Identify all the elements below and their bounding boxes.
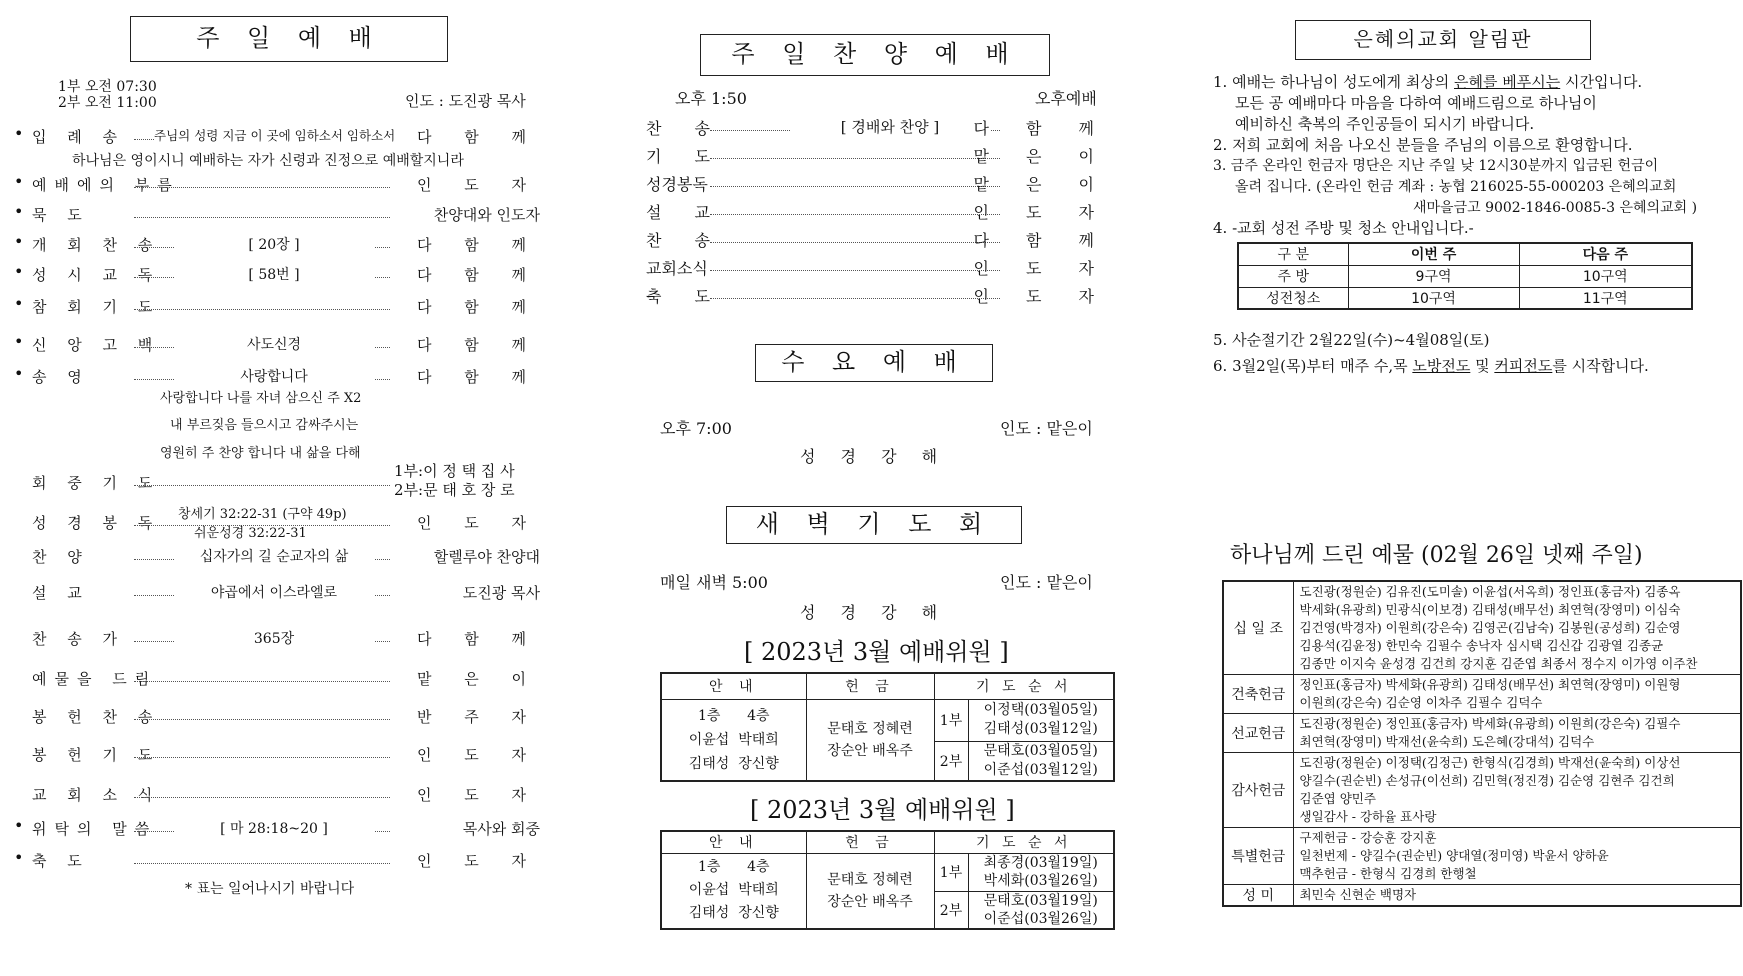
prayer-part-2: 2부:문 태 호 장 로 (394, 481, 515, 499)
sunday-service-column (0, 0, 560, 976)
order-label: 찬 양 (32, 548, 90, 566)
order-detail: 주님의 성령 지금 이 곳에 임하소서 임하소서 (154, 128, 396, 143)
offering-line: 김건영(박경자) 이원희(강은숙) 김영곤(김남숙) 김봉원(공성희) 김순영 (1299, 620, 1681, 635)
leader-dots (710, 242, 1000, 243)
standing-bullet-icon: • (14, 202, 24, 221)
order-row (14, 744, 540, 766)
order-performer: 반 주 자 (416, 708, 540, 726)
offering-names: 문태호 정혜련 (827, 720, 913, 737)
praise-order-label: 설 교 (646, 203, 724, 222)
order-detail: 사도신경 (174, 334, 374, 354)
leader-dots (134, 863, 390, 864)
order-performer: 다 함 께 (416, 128, 540, 146)
order-row (14, 546, 540, 568)
order-row (14, 706, 540, 728)
order-row (14, 126, 540, 148)
standing-bullet-icon: • (14, 294, 24, 313)
order-performer: 인 도 자 (416, 786, 540, 804)
offering-line: 정인표(홍금자) 박세화(유광희) 김태성(배무선) 최연혁(장영미) 이원형 (1299, 677, 1681, 692)
offering-names (1293, 828, 1741, 885)
committee-table-1 (660, 672, 1115, 782)
offering-names: 장순안 배옥주 (827, 893, 913, 910)
offering-category: 십 일 조 (1223, 581, 1293, 675)
guide-cell (661, 699, 806, 781)
cleaning-cell: 11구역 (1519, 287, 1692, 309)
praise-order-row (610, 116, 1110, 140)
prayer-names (968, 699, 1114, 741)
service-time-2: 2부 오전 11:00 (58, 95, 157, 111)
praise-order-performer: 다 함 께 (973, 231, 1110, 250)
notice-underline: 커피전도 (1494, 357, 1553, 375)
offering-line: 일천번제 - 양길수(권순빈) 양대열(정미영) 박윤서 양하윤 (1299, 848, 1609, 863)
notice-2: 2. 저희 교회에 처음 나오신 분들을 주님의 이름으로 환영합니다. (1213, 136, 1633, 154)
offering-names (1293, 581, 1741, 675)
order-label: 송 영 (32, 368, 90, 386)
service-time-1: 1부 오전 07:30 (58, 79, 157, 95)
cleaning-table (1237, 242, 1693, 310)
order-performer: 찬양대와 인도자 (433, 206, 540, 224)
prayer-names (968, 853, 1114, 891)
offering-names (1293, 675, 1741, 714)
sunday-service-title: 주 일 예 배 (130, 16, 448, 62)
order-label: 봉 헌 찬 송 (32, 708, 161, 726)
notice-text: 새마을금고 9002-1846-0085-3 은혜의교회 ) (1413, 200, 1698, 216)
offering-row (1223, 753, 1741, 828)
order-performer: 다 함 께 (416, 368, 540, 386)
standing-bullet-icon: • (14, 232, 24, 251)
offering-category: 특별헌금 (1223, 828, 1293, 885)
notice-text: 1. 예배는 하나님이 성도에게 최상의 (1213, 73, 1455, 91)
offering-line: 구제헌금 - 강승훈 강지훈 (1299, 830, 1437, 845)
order-performer: 목사와 회중 (462, 820, 540, 838)
guide-floor-1: 1층 (697, 859, 721, 876)
offering-category: 건축헌금 (1223, 675, 1293, 714)
praise-order-row (610, 144, 1110, 168)
notice-text: 를 시작합니다. (1552, 357, 1649, 375)
offering-row (1223, 714, 1741, 753)
intro-note: 하나님은 영이시니 예배하는 자가 신령과 진정으로 예배할지니라 (72, 153, 464, 169)
offering-line: 이원희(강은숙) 김순영 이차주 김필수 김덕수 (1299, 695, 1543, 710)
guide-floor-4: 4층 (747, 859, 770, 876)
cleaning-cell: 9구역 (1348, 265, 1519, 287)
wednesday-content: 성 경 강 해 (800, 447, 948, 466)
praise-order-performer: 맡 은 이 (973, 147, 1110, 166)
dawn-content: 성 경 강 해 (800, 603, 948, 622)
offering-row (1223, 581, 1741, 675)
order-row (14, 264, 540, 286)
notice-text: 올려 집니다. (온라인 헌금 계좌 : 농협 216025-55-000203 은혜의교회 (1235, 179, 1677, 195)
offering-line: 양길수(권순빈) 손성규(이선희) 김민혁(정진경) 김순영 김현주 김건희 (1299, 773, 1675, 788)
notice-6 (1213, 356, 1649, 377)
standing-bullet-icon: • (14, 172, 24, 191)
prayer-part: 2부 (934, 891, 968, 929)
order-label: 예배에의 부름 (32, 176, 180, 194)
guide-name: 박태희 (738, 882, 779, 899)
order-label: 교 회 소 식 (32, 786, 161, 804)
order-row (14, 204, 540, 226)
leader-dots (134, 309, 390, 310)
prayer-name: 이준섭(03월26일) (983, 910, 1098, 927)
praise-time: 오후 1:50 (675, 89, 747, 108)
order-performer: 다 함 께 (416, 236, 540, 254)
guide-floor-1: 1층 (697, 707, 721, 724)
standing-bullet-icon: • (14, 124, 24, 143)
order-label: 참 회 기 도 (32, 298, 161, 316)
offering-cell (806, 853, 934, 929)
offerings-title: 하나님께 드린 예물 (02월 26일 넷째 주일) (1230, 543, 1643, 568)
offerings-table (1222, 580, 1742, 907)
praise-order-row (610, 200, 1110, 224)
praise-order-label: 성경봉독 (646, 175, 708, 194)
cleaning-header: 구 분 (1238, 243, 1348, 265)
leader-dots (710, 214, 1000, 215)
order-label: 예물을 드림 (32, 670, 158, 688)
notice-4: 4. -교회 성전 주방 및 청소 안내입니다.- (1213, 219, 1474, 237)
standing-bullet-icon: • (14, 848, 24, 867)
praise-order-row (610, 256, 1110, 280)
dawn-title: 새 벽 기 도 회 (726, 506, 1022, 544)
order-label: 봉 헌 기 도 (32, 746, 161, 764)
standing-bullet-icon: • (14, 816, 24, 835)
guide-floor-4: 4층 (747, 707, 770, 724)
prayer-name: 박세화(03월26일) (983, 873, 1098, 889)
guide-cell (661, 853, 806, 929)
committee-heading-1: [ 2023년 3월 예배위원 ] (744, 638, 1009, 666)
offering-line: 최민숙 신현순 백명자 (1299, 887, 1417, 902)
leader-dots (710, 298, 1000, 299)
order-label: 개 회 찬 송 (32, 236, 161, 254)
notice-text: 예비하신 축복의 주인공들이 되시기 바랍니다. (1235, 115, 1535, 133)
notices-title: 은혜의교회 알림판 (1295, 20, 1591, 60)
prayer-part: 1부 (934, 853, 968, 891)
standing-bullet-icon: • (14, 364, 24, 383)
praise-order-performer: 맡 은 이 (973, 175, 1110, 194)
offering-category: 선교헌금 (1223, 714, 1293, 753)
order-label: 성 시 교 독 (32, 266, 161, 284)
offering-line: 도진광(정원순) 정인표(홍금자) 박세화(유광희) 이원희(강은숙) 김필수 (1299, 716, 1681, 731)
guide-name: 장신향 (738, 755, 779, 772)
notice-text: 모든 공 예배마다 마음을 다하여 예배드림으로 하나님이 (1235, 94, 1597, 112)
offering-line: 김종만 이지숙 윤성경 김건희 강지훈 김준엽 최종서 정수지 이가영 이주찬 (1299, 656, 1698, 671)
leader-dots (134, 757, 390, 758)
notice-underline: 노방전도 (1412, 357, 1471, 375)
leader-dots (134, 187, 390, 188)
order-row (14, 334, 540, 356)
cleaning-cell: 10구역 (1348, 287, 1519, 309)
reading-2: 쉬운성경 32:22-31 (194, 526, 307, 541)
offering-line: 도진광(정원순) 김유진(도미솔) 이윤섭(서옥희) 정인표(홍금자) 김종옥 (1299, 584, 1681, 599)
offering-cell (806, 699, 934, 781)
praise-order-label: 교회소식 (646, 259, 708, 278)
order-detail: 야곱에서 이스라엘로 (174, 582, 374, 602)
standing-bullet-icon: • (14, 332, 24, 351)
offering-line: 맥추헌금 - 한형식 김경희 한행철 (1299, 866, 1477, 881)
order-performer: 맡 은 이 (416, 670, 540, 688)
order-label: 묵 도 (32, 206, 90, 224)
leader-dots (710, 270, 1000, 271)
offering-names (1293, 885, 1741, 907)
dawn-leader: 인도 : 맡은이 (1000, 573, 1093, 592)
offering-category: 성 미 (1223, 885, 1293, 907)
praise-service-title: 주 일 찬 양 예 배 (700, 34, 1050, 76)
col-header-guide: 안 내 (661, 673, 806, 699)
order-detail: [ 58번 ] (174, 264, 374, 284)
praise-order-label: 축 도 (646, 287, 724, 306)
guide-name: 이윤섭 (688, 882, 730, 899)
praise-order-row (610, 228, 1110, 252)
offering-row (1223, 885, 1741, 907)
notice-text: 6. 3월2일(목)부터 매주 수,목 (1213, 357, 1413, 375)
guide-name: 김태성 (688, 755, 730, 772)
offering-line: 생일감사 - 강하율 표사랑 (1299, 809, 1437, 824)
order-label: 설 교 (32, 584, 90, 602)
leader-dots (134, 681, 390, 682)
praise-order-detail: [ 경배와 찬양 ] (790, 116, 990, 137)
order-label: 위탁의 말씀 (32, 820, 158, 838)
order-performer: 다 함 께 (416, 298, 540, 316)
order-label: 성 경 봉 독 (32, 514, 161, 532)
order-performer: 인 도 자 (416, 852, 540, 870)
offering-names (1293, 753, 1741, 828)
order-row (14, 234, 540, 256)
leader-dots (134, 719, 390, 720)
leader-dots (710, 186, 1000, 187)
order-performer: 인 도 자 (416, 514, 540, 532)
notice-text: 3. 금주 온라인 헌금자 명단은 지난 주일 낮 12시30분까지 입금된 헌금이 (1213, 158, 1659, 174)
order-label: 축 도 (32, 852, 90, 870)
prayer-name: 이정택(03월05일) (983, 702, 1098, 718)
cleaning-cell: 성전청소 (1238, 287, 1348, 309)
order-detail: [ 마 28:18~20 ] (174, 818, 374, 838)
order-performer: 인 도 자 (416, 176, 540, 194)
prayer-part: 1부 (934, 699, 968, 741)
notice-underline: 은혜를 베푸시는 (1454, 73, 1561, 91)
praise-order-performer: 인 도 자 (973, 203, 1110, 222)
offering-line: 박세화(유광희) 민광식(이보경) 김태성(배무선) 최연혁(장영미) 이심숙 (1299, 602, 1681, 617)
col-header-guide: 안 내 (661, 831, 806, 853)
cleaning-cell: 주 방 (1238, 265, 1348, 287)
guide-name: 이윤섭 (688, 731, 730, 748)
offering-names (1293, 714, 1741, 753)
prayer-part: 2부 (934, 741, 968, 781)
col-header-offering: 헌 금 (806, 831, 934, 853)
col-header-offering: 헌 금 (806, 673, 934, 699)
order-performer: 인 도 자 (416, 746, 540, 764)
order-row (14, 668, 540, 690)
notice-text: 및 (1470, 357, 1495, 375)
offerings-body (1223, 581, 1741, 906)
order-performer: 다 함 께 (416, 630, 540, 648)
notice-1 (1213, 72, 1642, 135)
order-row (14, 174, 540, 196)
footnote: * 표는 일어나시기 바랍니다 (185, 881, 355, 897)
cleaning-header: 다음 주 (1519, 243, 1692, 265)
reading-1: 창세기 32:22-31 (구약 49p) (178, 507, 347, 522)
cleaning-header: 이번 주 (1348, 243, 1519, 265)
praise-order-performer: 다 함 께 (973, 119, 1110, 138)
prayer-names (968, 741, 1114, 781)
order-detail: 사랑합니다 (174, 366, 374, 386)
praise-type: 오후예배 (1035, 89, 1097, 108)
standing-bullet-icon: • (14, 262, 24, 281)
leader-dots (134, 485, 390, 486)
guide-name: 김태성 (688, 905, 730, 922)
order-label: 신 앙 고 백 (32, 336, 161, 354)
wednesday-leader: 인도 : 맡은이 (1000, 419, 1093, 438)
order-performer: 다 함 께 (416, 266, 540, 284)
leader-dots (710, 158, 1000, 159)
prayer-name: 문태호(03월05일) (983, 742, 1098, 759)
order-detail: [ 20장 ] (174, 234, 374, 254)
notice-text: 시간입니다. (1560, 73, 1643, 91)
order-performer: 도진광 목사 (462, 584, 540, 602)
songyeong-line-3: 영원히 주 찬양 합니다 내 삶을 다해 (160, 446, 361, 461)
order-row (14, 850, 540, 872)
prayer-part-1: 1부:이 정 택 집 사 (394, 462, 515, 480)
offering-line: 김용석(김윤정) 한민숙 김필수 송낙자 심시택 김신갑 김광열 김종균 (1299, 638, 1664, 653)
cleaning-cell: 10구역 (1519, 265, 1692, 287)
notice-3 (1213, 156, 1697, 219)
order-performer: 다 함 께 (416, 336, 540, 354)
leader-dots (134, 797, 390, 798)
order-row (14, 296, 540, 318)
order-detail: 365장 (174, 628, 374, 648)
praise-order-label: 찬 송 (646, 231, 724, 250)
notices-column (1205, 0, 1743, 976)
offering-line: 최연혁(장영미) 박재선(윤숙희) 도은혜(강대석) 김덕수 (1299, 734, 1595, 749)
praise-order-performer: 인 도 자 (973, 259, 1110, 278)
offering-names: 장순안 배옥주 (827, 742, 913, 759)
order-row (14, 582, 540, 604)
offering-line: 도진광(정원순) 이정택(김정근) 한형식(김경희) 박재선(윤숙희) 이상선 (1299, 755, 1681, 770)
offering-line: 김준엽 양민주 (1299, 791, 1376, 806)
col-header-prayer: 기 도 순 서 (934, 831, 1114, 853)
service-leader: 인도 : 도진광 목사 (405, 92, 526, 110)
praise-order-row (610, 284, 1110, 308)
order-detail: 십자가의 길 순교자의 삶 (174, 546, 374, 566)
praise-order-performer: 인 도 자 (973, 287, 1110, 306)
offering-category: 감사헌금 (1223, 753, 1293, 828)
prayer-name: 문태호(03월19일) (983, 892, 1098, 909)
order-row (14, 628, 540, 650)
wednesday-title: 수 요 예 배 (755, 344, 993, 382)
wednesday-time: 오후 7:00 (660, 419, 732, 438)
prayer-name: 이준섭(03월12일) (983, 761, 1098, 778)
col-header-prayer: 기 도 순 서 (934, 673, 1114, 699)
notice-5: 5. 사순절기간 2월22일(수)~4월08일(토) (1213, 331, 1490, 349)
prayer-names (968, 891, 1114, 929)
order-label: 찬 송 가 (32, 630, 126, 648)
songyeong-line-2: 내 부르짖음 들으시고 감싸주시는 (170, 418, 359, 433)
offering-names: 문태호 정혜련 (827, 871, 913, 888)
order-row (14, 818, 540, 840)
praise-order-label: 찬 송 (646, 119, 724, 138)
order-row (14, 366, 540, 388)
prayer-name: 최종경(03월19일) (983, 855, 1098, 871)
order-label: 입 례 송 (32, 128, 126, 146)
leader-dots (134, 217, 390, 218)
committee-heading-2: [ 2023년 3월 예배위원 ] (750, 796, 1015, 824)
dawn-time: 매일 새벽 5:00 (660, 573, 768, 592)
prayer-name: 김태성(03월12일) (983, 721, 1098, 737)
committee-table-2 (660, 830, 1115, 930)
guide-name: 박태희 (738, 731, 779, 748)
praise-order-row (610, 172, 1110, 196)
offering-row (1223, 675, 1741, 714)
other-services-column (640, 0, 1150, 976)
guide-name: 장신향 (738, 905, 779, 922)
order-row (14, 784, 540, 806)
order-performer: 할렐루야 찬양대 (433, 548, 540, 566)
offering-row (1223, 828, 1741, 885)
order-label: 회 중 기 도 (32, 474, 161, 492)
songyeong-line-1: 사랑합니다 나를 자녀 삼으신 주 X2 (160, 391, 362, 406)
praise-order-label: 기 도 (646, 147, 724, 166)
